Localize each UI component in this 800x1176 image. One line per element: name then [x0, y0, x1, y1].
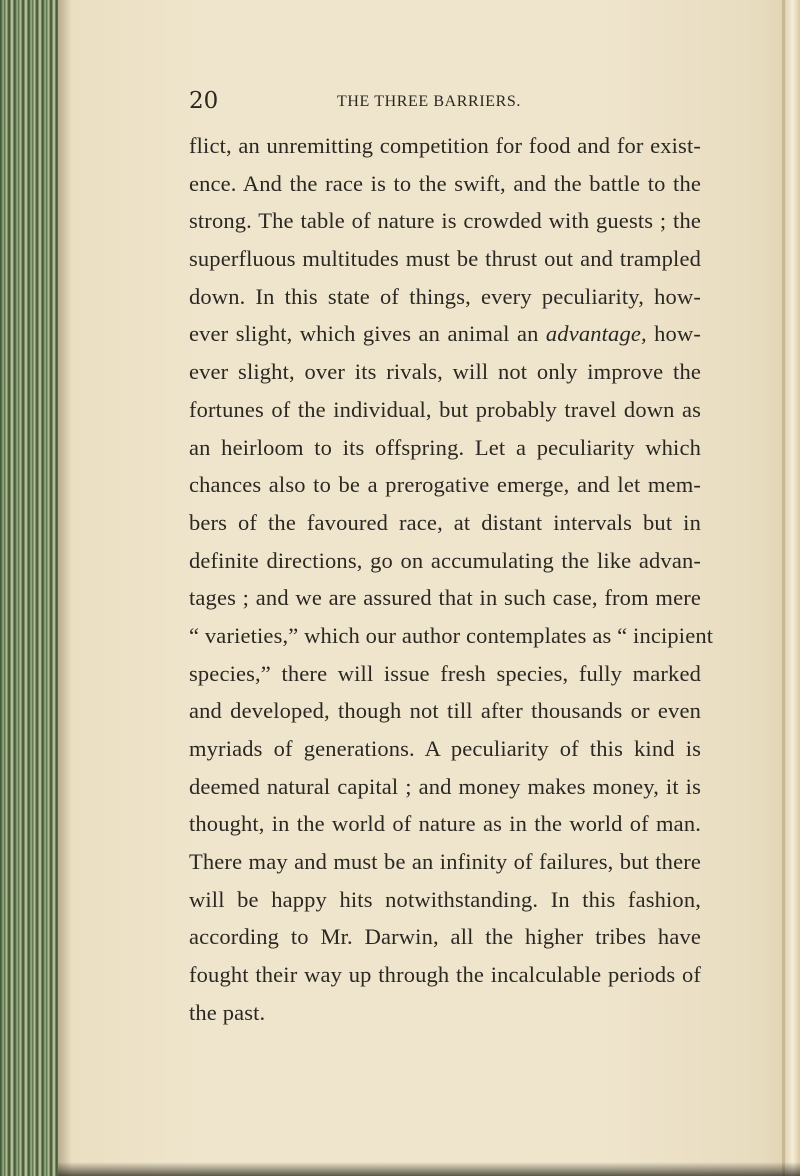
text-line: strong. The table of nature is crowded with guests ; the	[189, 208, 701, 234]
text-line: chances also to be a prerogative emerge, and let mem-	[189, 472, 701, 498]
text-line: deemed natural capital ; and money makes money, it is	[189, 773, 701, 799]
text-line: according to Mr. Darwin, all the higher tribes have	[189, 924, 701, 950]
body-text	[189, 127, 714, 1032]
book-binding-gutter	[0, 0, 58, 1176]
text-line: fortunes of the individual, but probably travel down as	[189, 396, 701, 422]
page-header	[0, 88, 800, 118]
running-head: THE THREE BARRIERS.	[337, 93, 522, 110]
text-line: tages ; and we are assured that in such case, from mere	[189, 585, 701, 611]
text-line: ence. And the race is to the swift, and the battle to the	[189, 170, 701, 196]
text-line: fought their way up through the incalculable periods of	[189, 962, 701, 988]
text-run: ever slight, which gives an animal an	[189, 321, 546, 347]
text-line: ever slight, over its rivals, will not only improve the	[189, 359, 701, 385]
text-line: an heirloom to its offspring. Let a peculiarity which	[189, 434, 701, 460]
text-line: flict, an unremitting competition for food and for exist-	[189, 133, 701, 158]
text-line: thought, in the world of nature as in the world of man.	[189, 811, 701, 837]
text-line-with-emphasis	[189, 315, 701, 353]
text-run: how-	[646, 321, 701, 347]
text-line: will be happy hits notwithstanding. In this fashion,	[189, 886, 701, 912]
text-line: species,” there will issue fresh species, fully marked	[189, 660, 701, 686]
text-line: “ varieties,” which our author contemplates as “ incipient	[189, 622, 714, 648]
page-edge	[786, 0, 800, 1176]
text-line: myriads of generations. A peculiarity of this kind is	[189, 736, 701, 761]
bottom-shadow	[58, 1162, 800, 1176]
text-line: There may and must be an infinity of failures, but there	[189, 849, 701, 875]
text-line: bers of the favoured race, at distant intervals but in	[189, 509, 701, 535]
text-line: down. In this state of things, every peculiarity, how-	[189, 283, 701, 309]
text-line: and developed, though not till after thousands or even	[189, 698, 701, 724]
text-line: superfluous multitudes must be thrust out and trampled	[189, 246, 701, 272]
text-line: definite directions, go on accumulating the like advan-	[189, 547, 701, 573]
page-number: 20	[189, 88, 219, 114]
emphasis-word: advantage,	[545, 321, 647, 347]
text-line-last: the past.	[189, 999, 266, 1025]
